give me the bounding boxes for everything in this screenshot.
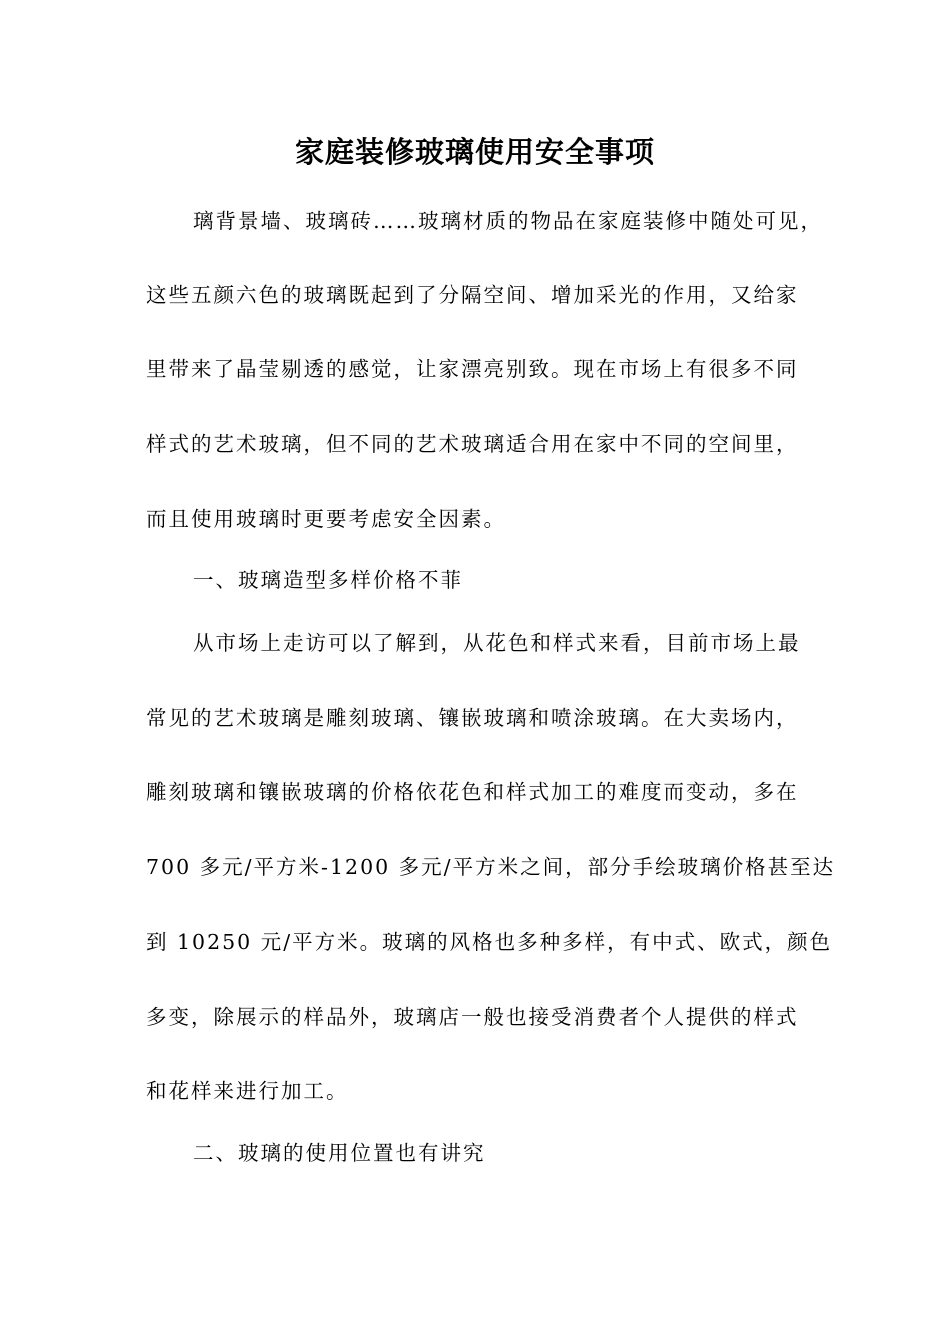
document-title: 家庭装修玻璃使用安全事项	[294, 135, 655, 169]
paragraph-line: 700 多元/平方米-1200 多元/平方米之间，部分手绘玻璃价格甚至达	[146, 855, 836, 879]
section-heading: 一、玻璃造型多样价格不菲	[193, 568, 463, 592]
section-heading: 二、玻璃的使用位置也有讲究	[193, 1141, 486, 1165]
paragraph-line: 璃背景墙、玻璃砖……玻璃材质的物品在家庭装修中随处可见，	[193, 209, 823, 233]
paragraph-line: 到 10250 元/平方米。玻璃的风格也多种多样，有中式、欧式，颜色	[146, 930, 833, 954]
paragraph-line: 样式的艺术玻璃，但不同的艺术玻璃适合用在家中不同的空间里，	[146, 432, 799, 456]
paragraph-line: 和花样来进行加工。	[146, 1079, 349, 1103]
paragraph-line: 这些五颜六色的玻璃既起到了分隔空间、增加采光的作用，又给家	[146, 283, 799, 307]
paragraph-line: 从市场上走访可以了解到，从花色和样式来看，目前市场上最	[193, 631, 801, 655]
paragraph-line: 雕刻玻璃和镶嵌玻璃的价格依花色和样式加工的难度而变动，多在	[146, 780, 799, 804]
paragraph-line: 常见的艺术玻璃是雕刻玻璃、镶嵌玻璃和喷涂玻璃。在大卖场内，	[146, 706, 799, 730]
paragraph-line: 里带来了晶莹剔透的感觉，让家漂亮别致。现在市场上有很多不同	[146, 357, 799, 381]
paragraph-line: 多变，除展示的样品外，玻璃店一般也接受消费者个人提供的样式	[146, 1005, 799, 1029]
paragraph-line: 而且使用玻璃时更要考虑安全因素。	[146, 507, 506, 531]
